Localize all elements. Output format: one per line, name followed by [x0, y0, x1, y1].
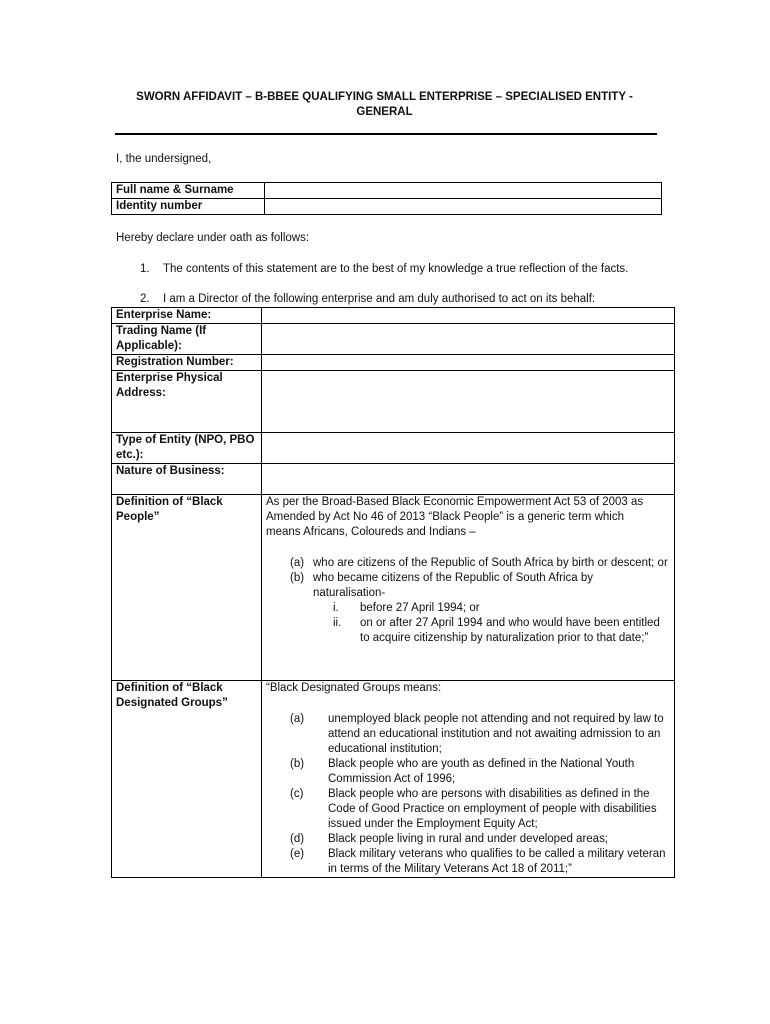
list-item	[290, 757, 673, 787]
list-item-text: before 27 April 1994; or	[360, 602, 480, 614]
table-row	[112, 324, 675, 355]
list-item	[290, 556, 668, 571]
list-marker: (d)	[290, 833, 305, 845]
black-people-definition	[262, 495, 675, 681]
table-row	[112, 183, 662, 199]
list-item-text: who became citizens of the Republic of South Africa by naturalisation-	[313, 572, 593, 599]
physical-address-field[interactable]	[262, 371, 675, 433]
identity-number-field[interactable]	[265, 199, 662, 215]
statement-text: I am a Director of the following enterprise and am duly authorised to act on its behalf:	[163, 293, 596, 305]
physical-address-label: Enterprise Physical Address:	[112, 371, 262, 433]
enterprise-name-label: Enterprise Name:	[112, 308, 262, 324]
list-item	[290, 847, 673, 877]
intro-text: I, the undersigned,	[116, 153, 212, 165]
list-marker: (a)	[290, 557, 305, 569]
identity-number-label: Identity number	[112, 199, 265, 215]
entity-type-label: Type of Entity (NPO, PBO etc.):	[112, 433, 262, 464]
registration-number-field[interactable]	[262, 355, 675, 371]
declare-text: Hereby declare under oath as follows:	[116, 232, 310, 244]
black-people-label: Definition of “Black People”	[112, 495, 262, 681]
statement-number: 1.	[140, 263, 150, 275]
enterprise-table	[111, 307, 675, 878]
statement-text: The contents of this statement are to the best of my knowledge a true reflection of the facts.	[163, 263, 629, 275]
black-people-intro: As per the Broad-Based Black Economic Empowerment Act 53 of 2003 as Amended by Act No 46 of 2013 “Black People” is a generic term which means Africans, Coloureds and Indians –	[266, 496, 644, 538]
full-name-label: Full name & Surname	[112, 183, 265, 199]
list-item-text: who are citizens of the Republic of South Africa by birth or descent; or	[313, 557, 668, 569]
table-row	[112, 495, 675, 681]
list-item	[333, 616, 665, 646]
table-row	[112, 371, 675, 433]
list-marker: (b)	[290, 572, 305, 584]
list-item	[290, 787, 673, 832]
title-divider	[115, 133, 657, 135]
list-item	[290, 712, 673, 757]
list-item	[290, 571, 668, 601]
table-row	[112, 681, 675, 878]
identity-table	[111, 182, 662, 215]
table-row	[112, 199, 662, 215]
designated-groups-intro: “Black Designated Groups means:	[266, 682, 442, 694]
list-item-text: unemployed black people not attending and not required by law to attend an educational institution and not awaiting admission to an educational institution;	[328, 713, 664, 755]
list-item-text: Black people living in rural and under developed areas;	[328, 833, 609, 845]
nature-of-business-field[interactable]	[262, 464, 675, 495]
trading-name-label: Trading Name (If Applicable):	[112, 324, 262, 355]
list-marker: (c)	[290, 788, 304, 800]
designated-groups-label: Definition of “Black Designated Groups”	[112, 681, 262, 878]
table-row	[112, 433, 675, 464]
list-marker: (e)	[290, 848, 305, 860]
list-item-text: Black military veterans who qualifies to be called a military veteran in terms of the Military Veterans Act 18 of 2011;”	[328, 848, 666, 875]
document-title: SWORN AFFIDAVIT – B-BBEE QUALIFYING SMALL ENTERPRISE – SPECIALISED ENTITY - GENERAL	[136, 91, 633, 118]
nature-of-business-label: Nature of Business:	[112, 464, 262, 495]
list-marker: (b)	[290, 758, 305, 770]
list-item	[290, 832, 673, 847]
list-item-text: on or after 27 April 1994 and who would have been entitled to acquire citizenship by naturalization prior to that date;”	[360, 617, 660, 644]
designated-groups-list	[290, 712, 674, 877]
trading-name-field[interactable]	[262, 324, 675, 355]
full-name-field[interactable]	[265, 183, 662, 199]
statement-number: 2.	[140, 293, 150, 305]
list-item-text: Black people who are persons with disabilities as defined in the Code of Good Practice on employment of people with disabilities issued under the Employment Equity Act;	[328, 788, 657, 830]
list-item-text: Black people who are youth as defined in the National Youth Commission Act of 1996;	[328, 758, 635, 785]
black-people-list	[290, 556, 674, 601]
designated-groups-definition	[262, 681, 675, 878]
table-row	[112, 355, 675, 371]
entity-type-field[interactable]	[262, 433, 675, 464]
table-row	[112, 464, 675, 495]
naturalisation-sublist	[333, 601, 674, 646]
registration-number-label: Registration Number:	[112, 355, 262, 371]
list-marker: ii.	[333, 617, 342, 629]
enterprise-name-field[interactable]	[262, 308, 675, 324]
list-marker: (a)	[290, 713, 305, 725]
list-item	[333, 601, 665, 616]
list-marker: i.	[333, 602, 339, 614]
table-row	[112, 308, 675, 324]
